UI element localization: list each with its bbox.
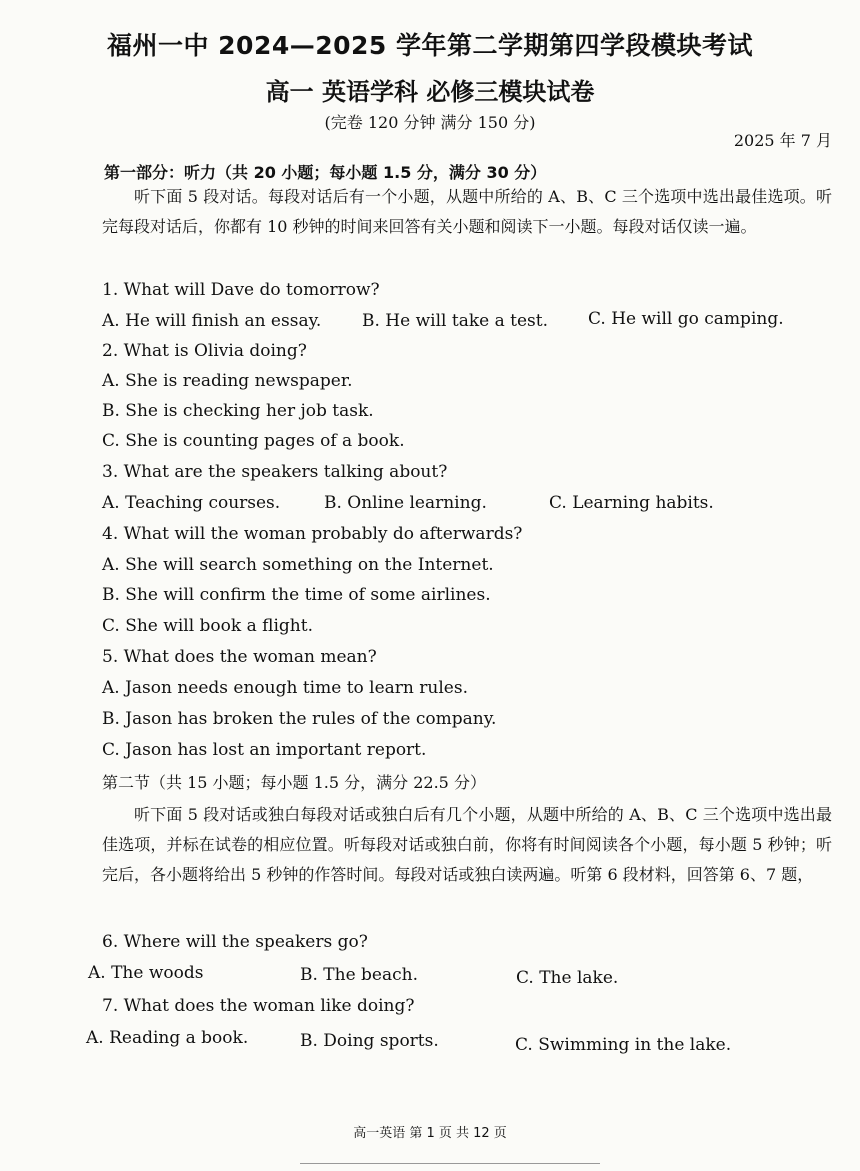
q5-option-b: B. Jason has broken the rules of the company. — [102, 709, 497, 729]
q4-option-c: C. She will book a flight. — [102, 616, 313, 636]
exam-title: 福州一中 2024—2025 学年第二学期第四学段模块考试 — [106, 31, 754, 60]
q7-option-a: A. Reading a book. — [86, 1028, 249, 1048]
q5-option-a: A. Jason needs enough time to learn rules. — [102, 678, 468, 698]
section2-instructions: 听下面 5 段对话或独白每段对话或独白后有几个小题，从题中所给的 A、B、C 三个选项中选出最佳选项，并标在试卷的相应位置。听每段对话或独白前，你将有时间阅读各个小题，每小题 5 秒钟；听完后，各小题将给出 5 秒钟的作答时间。每段对话或独白读两遍。听第 6 段材料，回答第 6、7 题， — [102, 805, 832, 884]
q3-option-a: A. Teaching courses. — [102, 493, 281, 513]
exam-date: 2025 年 7 月 — [733, 131, 832, 150]
part1-heading: 第一部分：听力（共 20 小题；每小题 1.5 分，满分 30 分） — [104, 163, 547, 182]
bottom-divider — [300, 1163, 600, 1164]
part1-instructions: 听下面 5 段对话。每段对话后有一个小题，从题中所给的 A、B、C 三个选项中选出最佳选项。听完每段对话后，你都有 10 秒钟的时间来回答有关小题和阅读下一小题。每段对话仅读一遍。 — [102, 187, 832, 236]
q1-option-a: A. He will finish an essay. — [102, 311, 322, 331]
q6-option-b: B. The beach. — [300, 965, 419, 985]
q2-option-c: C. She is counting pages of a book. — [102, 431, 405, 451]
q6-option-c: C. The lake. — [516, 968, 619, 988]
q2-option-a: A. She is reading newspaper. — [102, 371, 353, 391]
page-footer: 高一英语 第 1 页 共 12 页 — [353, 1126, 507, 1141]
q1-option-b: B. He will take a test. — [362, 311, 548, 331]
exam-duration: (完卷 120 分钟 满分 150 分) — [324, 113, 536, 132]
q1-option-c: C. He will go camping. — [588, 309, 784, 329]
question-3: 3. What are the speakers talking about? — [102, 462, 448, 482]
question-5: 5. What does the woman mean? — [102, 647, 377, 667]
q7-option-b: B. Doing sports. — [300, 1031, 439, 1051]
q3-option-c: C. Learning habits. — [549, 493, 714, 513]
question-7: 7. What does the woman like doing? — [102, 996, 415, 1016]
q3-option-b: B. Online learning. — [324, 493, 487, 513]
q5-option-c: C. Jason has lost an important report. — [102, 740, 427, 760]
q4-option-b: B. She will confirm the time of some airlines. — [102, 585, 491, 605]
section2-heading: 第二节（共 15 小题；每小题 1.5 分，满分 22.5 分） — [102, 773, 486, 792]
question-4: 4. What will the woman probably do afterwards? — [102, 524, 523, 544]
q2-option-b: B. She is checking her job task. — [102, 401, 374, 421]
question-6: 6. Where will the speakers go? — [102, 932, 368, 952]
q4-option-a: A. She will search something on the Internet. — [102, 555, 494, 575]
question-1: 1. What will Dave do tomorrow? — [102, 280, 380, 300]
exam-subject-title: 高一 英语学科 必修三模块试卷 — [265, 78, 595, 106]
question-2: 2. What is Olivia doing? — [102, 341, 307, 361]
q6-option-a: A. The woods — [88, 963, 204, 983]
q7-option-c: C. Swimming in the lake. — [515, 1035, 732, 1055]
